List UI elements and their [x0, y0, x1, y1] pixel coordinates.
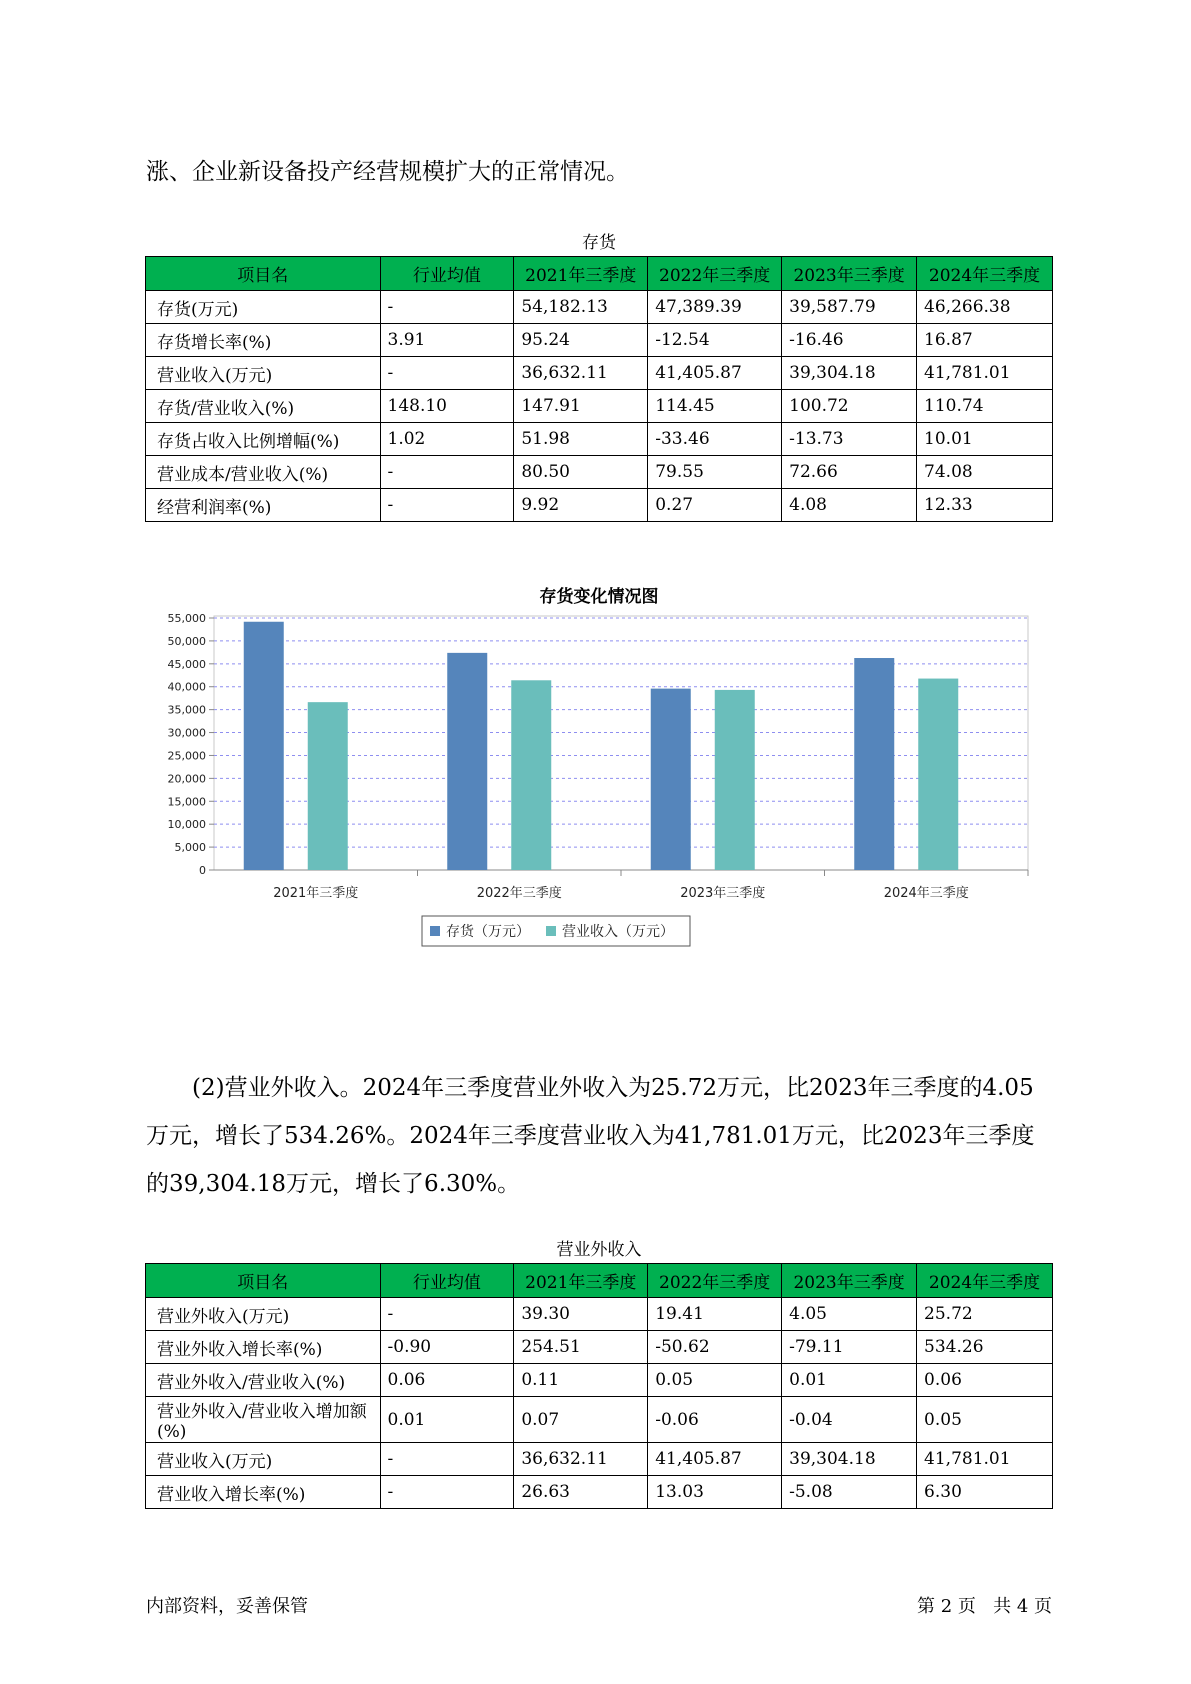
y-tick-label: 50,000: [167, 634, 206, 648]
column-header: 2023年三季度: [782, 1264, 917, 1298]
table-row: [146, 1364, 1053, 1397]
table-cell: -33.46: [648, 423, 782, 456]
column-header: 2023年三季度: [782, 257, 917, 291]
table-cell: 25.72: [917, 1298, 1053, 1331]
table-cell: 0.05: [917, 1397, 1053, 1443]
inventory-table: [145, 256, 1053, 522]
column-header: 行业均值: [380, 257, 514, 291]
y-tick-label: 45,000: [167, 657, 206, 671]
table-row: [146, 1476, 1053, 1509]
table-row: [146, 291, 1053, 324]
table-cell: 51.98: [514, 423, 648, 456]
row-label: 营业收入(万元): [146, 357, 381, 390]
table-cell: 47,389.39: [648, 291, 782, 324]
table-row: [146, 390, 1053, 423]
column-header: 项目名: [146, 257, 381, 291]
table-cell: 114.45: [648, 390, 782, 423]
y-tick-label: 55,000: [167, 612, 206, 625]
table-row: [146, 423, 1053, 456]
table-cell: -0.90: [380, 1331, 514, 1364]
inventory-bar: [854, 658, 894, 870]
table-cell: 39,304.18: [782, 1443, 917, 1476]
column-header: 项目名: [146, 1264, 381, 1298]
inventory-bar: [651, 689, 691, 870]
page-number: 第 2 页 共 4 页: [917, 1596, 1052, 1617]
x-tick-label: 2023年三季度: [680, 886, 766, 901]
table-cell: -5.08: [782, 1476, 917, 1509]
table-row: [146, 489, 1053, 522]
table-cell: 0.01: [380, 1397, 514, 1443]
y-tick-label: 35,000: [167, 703, 206, 717]
table-cell: 534.26: [917, 1331, 1053, 1364]
table-cell: -13.73: [782, 423, 917, 456]
table-cell: -: [380, 1298, 514, 1331]
table-cell: 41,781.01: [917, 1443, 1053, 1476]
table-cell: -0.06: [648, 1397, 782, 1443]
table-cell: 79.55: [648, 456, 782, 489]
x-tick-label: 2024年三季度: [883, 886, 969, 901]
column-header: 行业均值: [380, 1264, 514, 1298]
table-cell: 0.27: [648, 489, 782, 522]
table-cell: 13.03: [648, 1476, 782, 1509]
table-row: [146, 324, 1053, 357]
intro-paragraph: 涨、企业新设备投产经营规模扩大的正常情况。: [146, 159, 629, 185]
table-cell: -79.11: [782, 1331, 917, 1364]
main-paragraph: (2)营业外收入。2024年三季度营业外收入为25.72万元，比2023年三季度的4.05万元，增长了534.26%。2024年三季度营业收入为41,781.01万元，比2023年三季度的39,304.18万元，增长了6.30%。: [146, 1075, 1035, 1197]
table-cell: 26.63: [514, 1476, 648, 1509]
table-cell: 41,405.87: [648, 357, 782, 390]
table-cell: 46,266.38: [917, 291, 1053, 324]
table-cell: 39,587.79: [782, 291, 917, 324]
column-header: 2024年三季度: [917, 1264, 1053, 1298]
table-cell: 4.08: [782, 489, 917, 522]
table-cell: -: [380, 489, 514, 522]
legend-label-revenue: 营业收入（万元）: [562, 924, 674, 940]
table-cell: 110.74: [917, 390, 1053, 423]
table-row: [146, 456, 1053, 489]
table-cell: 0.06: [917, 1364, 1053, 1397]
table1-caption: 存货: [582, 233, 616, 253]
table-cell: 54,182.13: [514, 291, 648, 324]
table-cell: 12.33: [917, 489, 1053, 522]
column-header: 2021年三季度: [514, 1264, 648, 1298]
row-label: 营业外收入增长率(%): [146, 1331, 381, 1364]
table-row: [146, 357, 1053, 390]
row-label: 营业外收入/营业收入(%): [146, 1364, 381, 1397]
table-header-row: [146, 257, 1053, 291]
footer-note: 内部资料，妥善保管: [146, 1596, 308, 1617]
table-cell: -: [380, 1443, 514, 1476]
table-cell: 9.92: [514, 489, 648, 522]
table-cell: 1.02: [380, 423, 514, 456]
row-label: 营业成本/营业收入(%): [146, 456, 381, 489]
legend-swatch-inventory: [430, 926, 440, 936]
table-cell: 10.01: [917, 423, 1053, 456]
table-cell: 19.41: [648, 1298, 782, 1331]
table-cell: -50.62: [648, 1331, 782, 1364]
row-label: 存货(万元): [146, 291, 381, 324]
table-cell: 36,632.11: [514, 357, 648, 390]
table-cell: 0.07: [514, 1397, 648, 1443]
table-cell: 6.30: [917, 1476, 1053, 1509]
table-cell: 4.05: [782, 1298, 917, 1331]
table-cell: 80.50: [514, 456, 648, 489]
row-label: 营业外收入/营业收入增加额(%): [146, 1397, 381, 1443]
table-cell: 0.11: [514, 1364, 648, 1397]
non-operating-income-table: [145, 1263, 1053, 1509]
inventory-bar: [447, 653, 487, 870]
column-header: 2024年三季度: [917, 257, 1053, 291]
table-cell: 0.05: [648, 1364, 782, 1397]
revenue-bar: [715, 690, 755, 870]
table-cell: -12.54: [648, 324, 782, 357]
chart-title: 存货变化情况图: [539, 587, 659, 607]
legend-label-inventory: 存货（万元）: [446, 924, 530, 940]
table-row: [146, 1443, 1053, 1476]
y-tick-label: 5,000: [174, 841, 206, 855]
table-cell: 72.66: [782, 456, 917, 489]
table-cell: 95.24: [514, 324, 648, 357]
table-cell: 254.51: [514, 1331, 648, 1364]
table-row: [146, 1331, 1053, 1364]
row-label: 营业收入增长率(%): [146, 1476, 381, 1509]
y-tick-label: 40,000: [167, 680, 206, 694]
revenue-bar: [308, 702, 348, 870]
row-label: 存货占收入比例增幅(%): [146, 423, 381, 456]
table-cell: 147.91: [514, 390, 648, 423]
table-cell: 148.10: [380, 390, 514, 423]
y-tick-label: 0: [199, 864, 206, 877]
table-row: [146, 1298, 1053, 1331]
revenue-bar: [918, 679, 958, 870]
y-tick-label: 30,000: [167, 726, 206, 740]
table2-caption: 营业外收入: [556, 1240, 642, 1260]
inventory-bar-chart: [146, 610, 1052, 1028]
table-cell: 41,781.01: [917, 357, 1053, 390]
table-row: [146, 1397, 1053, 1443]
table-cell: 0.06: [380, 1364, 514, 1397]
table-cell: -0.04: [782, 1397, 917, 1443]
column-header: 2022年三季度: [648, 257, 782, 291]
y-tick-label: 20,000: [167, 772, 206, 786]
table-cell: 3.91: [380, 324, 514, 357]
column-header: 2022年三季度: [648, 1264, 782, 1298]
table-cell: -: [380, 1476, 514, 1509]
table-cell: 36,632.11: [514, 1443, 648, 1476]
table-cell: 39.30: [514, 1298, 648, 1331]
table-cell: -: [380, 456, 514, 489]
table-cell: 16.87: [917, 324, 1053, 357]
legend-swatch-revenue: [546, 926, 556, 936]
table-cell: 0.01: [782, 1364, 917, 1397]
table-header-row: [146, 1264, 1053, 1298]
table-cell: 39,304.18: [782, 357, 917, 390]
row-label: 经营利润率(%): [146, 489, 381, 522]
row-label: 营业外收入(万元): [146, 1298, 381, 1331]
table-cell: -16.46: [782, 324, 917, 357]
x-tick-label: 2022年三季度: [476, 886, 562, 901]
y-tick-label: 10,000: [167, 818, 206, 832]
revenue-bar: [511, 680, 551, 870]
table-cell: -: [380, 291, 514, 324]
inventory-bar: [244, 622, 284, 870]
row-label: 存货增长率(%): [146, 324, 381, 357]
table-cell: 100.72: [782, 390, 917, 423]
table-cell: -: [380, 357, 514, 390]
table-cell: 74.08: [917, 456, 1053, 489]
row-label: 存货/营业收入(%): [146, 390, 381, 423]
y-tick-label: 15,000: [167, 795, 206, 809]
column-header: 2021年三季度: [514, 257, 648, 291]
table-cell: 41,405.87: [648, 1443, 782, 1476]
y-tick-label: 25,000: [167, 749, 206, 763]
x-tick-label: 2021年三季度: [273, 886, 359, 901]
row-label: 营业收入(万元): [146, 1443, 381, 1476]
